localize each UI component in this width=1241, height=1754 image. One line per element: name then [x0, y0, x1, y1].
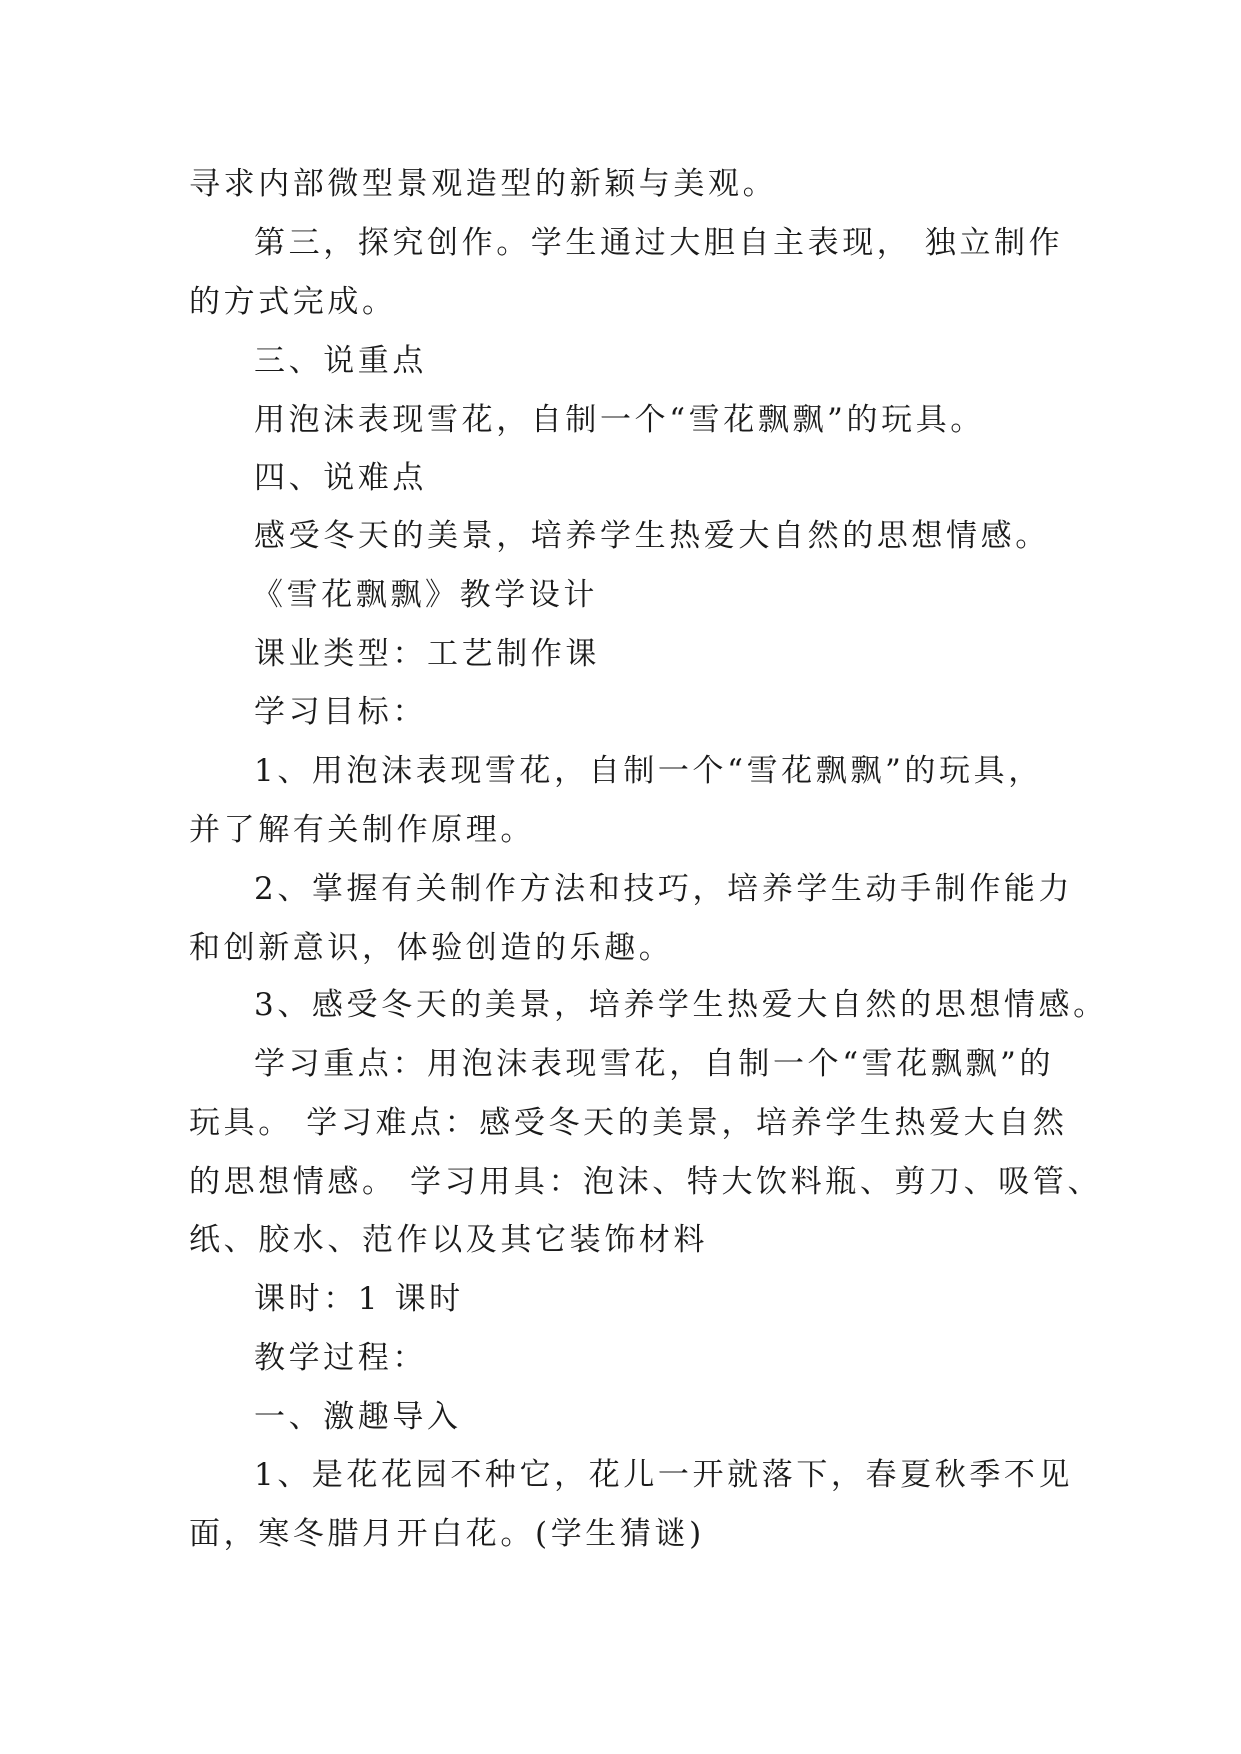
text-line: 面，寒冬腊月开白花。(学生猜谜): [189, 1516, 705, 1552]
text-line: 的思想情感。 学习用具：泡沫、特大饮料瓶、剪刀、吸管、: [189, 1164, 1103, 1200]
text-line: 玩具。 学习难点：感受冬天的美景，培养学生热爱大自然: [189, 1105, 1068, 1141]
section-heading: 一、激趣导入: [254, 1399, 462, 1435]
text-line: 的方式完成。: [189, 284, 397, 320]
text-line: 用泡沫表现雪花，自制一个“雪花飘飘”的玩具。: [254, 402, 985, 438]
text-line: 纸、胶水、范作以及其它装饰材料: [189, 1222, 708, 1258]
text-line: 感受冬天的美景，培养学生热爱大自然的思想情感。: [254, 518, 1050, 554]
section-heading: 学习目标：: [254, 694, 427, 730]
section-heading: 三、说重点: [254, 343, 427, 379]
text-line: 寻求内部微型景观造型的新颖与美观。: [189, 166, 778, 202]
section-heading: 四、说难点: [254, 460, 427, 496]
list-item: 3、感受冬天的美景，培养学生热爱大自然的思想情感。: [254, 987, 1108, 1023]
text-line: 课业类型：工艺制作课: [254, 636, 600, 672]
list-item: 1、是花花园不种它，花儿一开就落下，春夏秋季不见: [254, 1457, 1074, 1493]
document-title: 《雪花飘飘》教学设计: [252, 577, 598, 613]
text-line: 课时：1 课时: [254, 1281, 464, 1317]
section-heading: 教学过程：: [254, 1340, 427, 1376]
text-line: 第三，探究创作。学生通过大胆自主表现， 独立制作: [254, 225, 1064, 261]
text-line: 并了解有关制作原理。: [189, 812, 535, 848]
list-item: 1、用泡沫表现雪花，自制一个“雪花飘飘”的玩具，: [254, 753, 1043, 789]
list-item: 2、掌握有关制作方法和技巧，培养学生动手制作能力: [254, 871, 1074, 907]
text-line: 学习重点：用泡沫表现雪花，自制一个“雪花飘飘”的: [254, 1046, 1055, 1082]
text-line: 和创新意识，体验创造的乐趣。: [189, 930, 674, 966]
